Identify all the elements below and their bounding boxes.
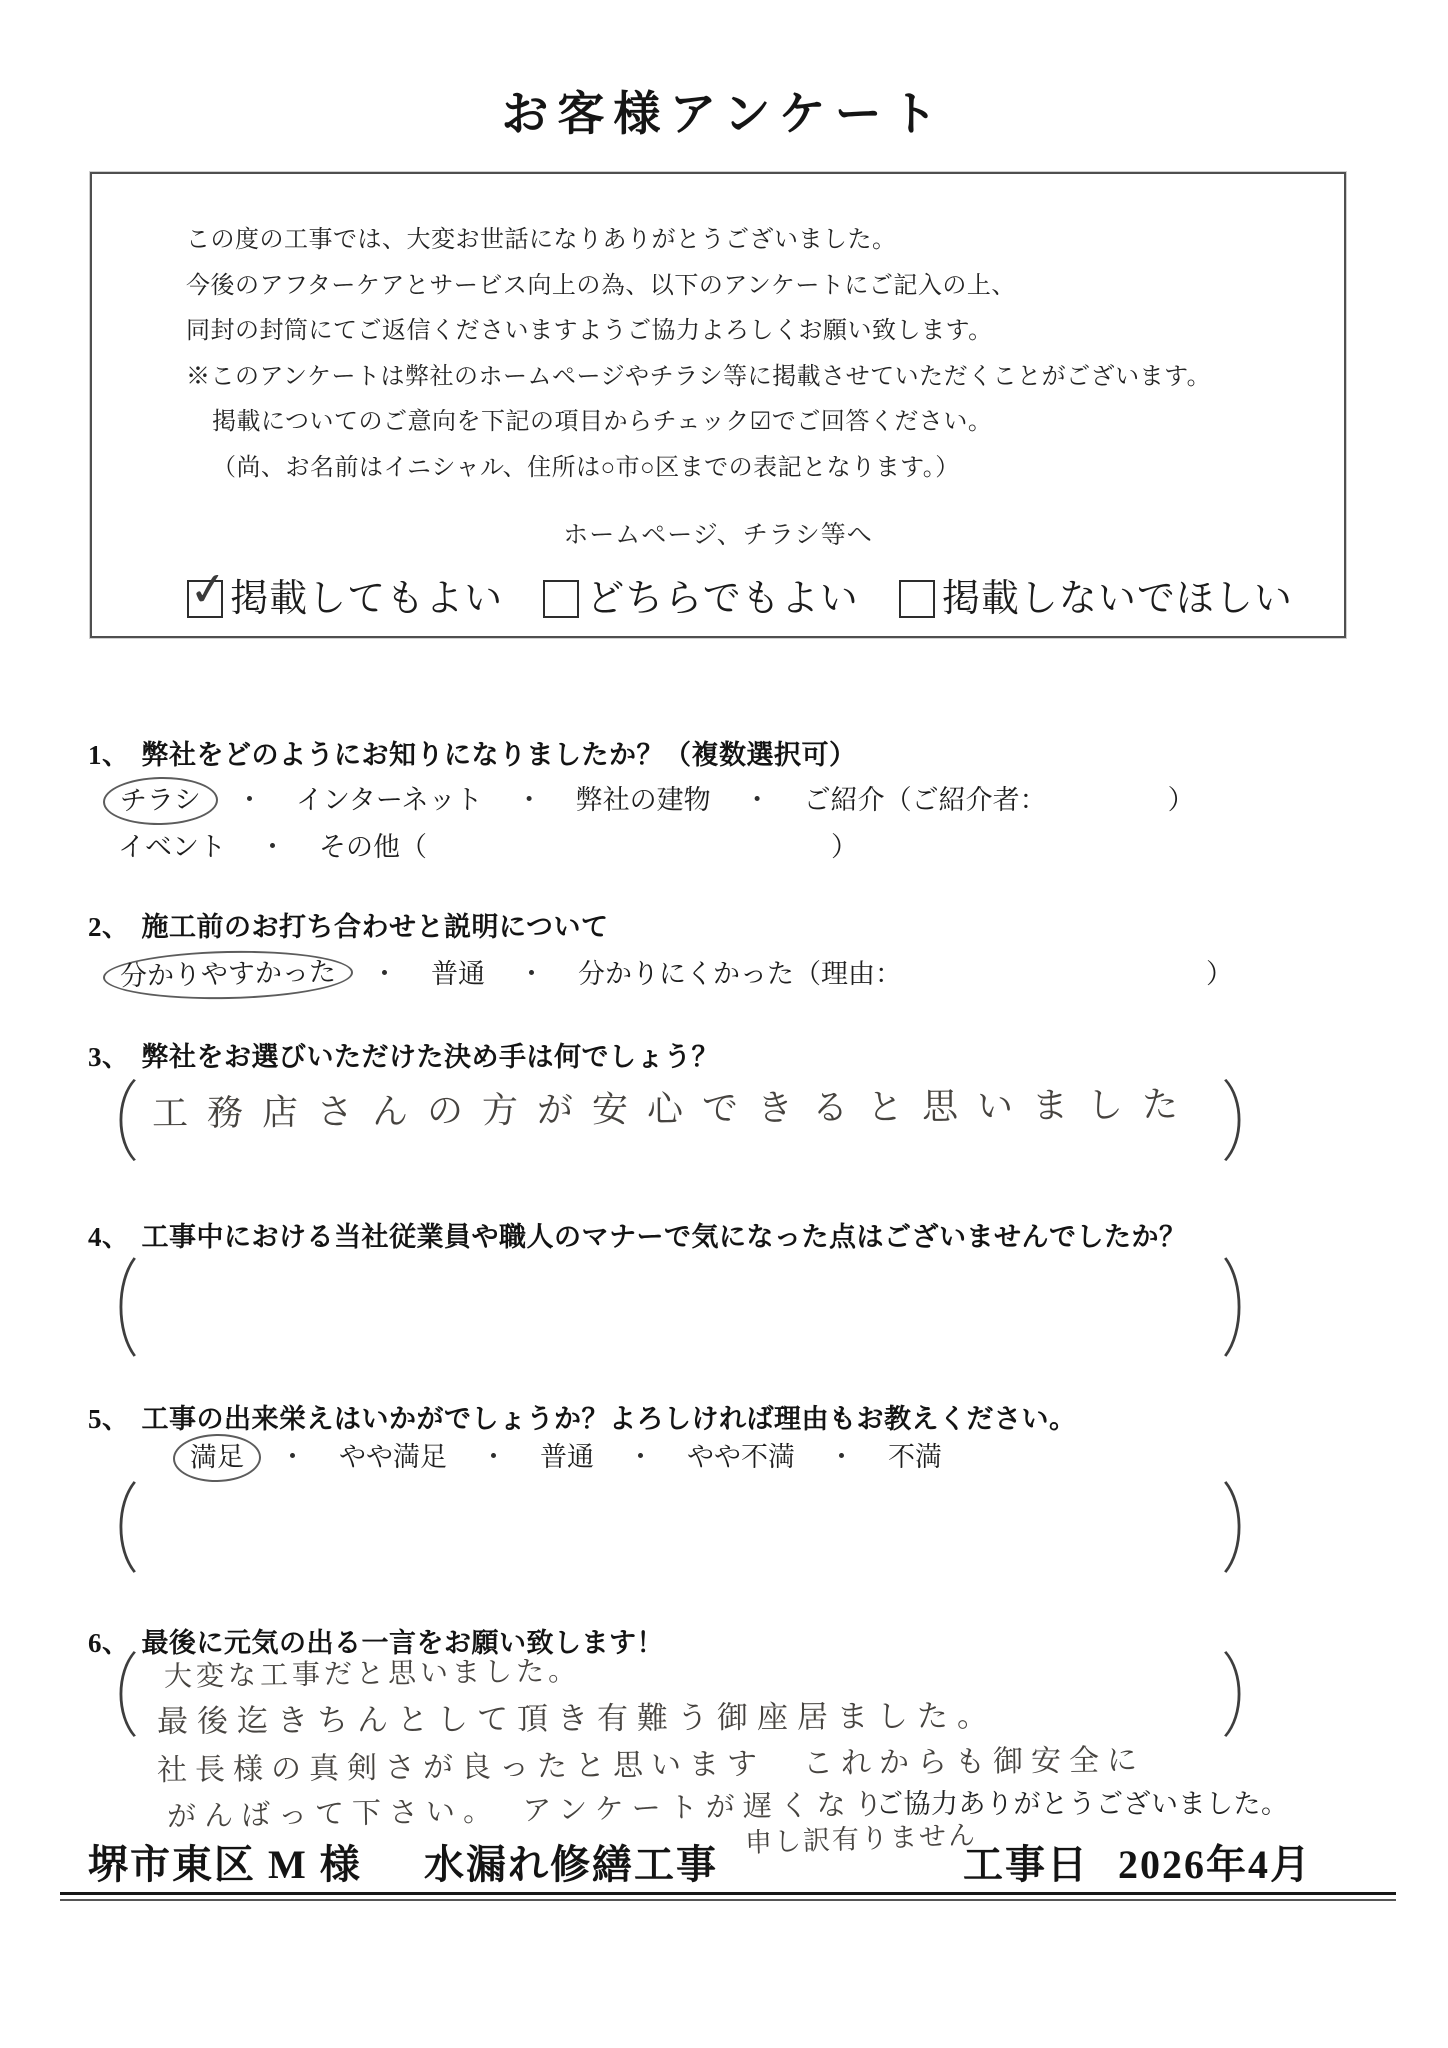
consent-option-label: どちらでもよい <box>586 578 859 620</box>
question-2-header <box>0 910 1448 945</box>
question-text: 弊社をお選びいただけた決め手は何でしょう？ <box>141 1042 719 1072</box>
question-4-header <box>0 1220 1448 1255</box>
q1-option-chirashi[interactable]: チラシ <box>103 776 219 826</box>
question-1-header <box>0 738 1448 773</box>
q5-answer-area <box>112 1480 1248 1574</box>
intro-paragraph <box>186 218 1211 491</box>
question-5-options-row <box>0 1439 1448 1477</box>
footer-rule-thin <box>60 1899 1396 1901</box>
q1-option-internet[interactable]: インターネット <box>296 785 483 815</box>
question-text: 工事の出来栄えはいかがでしょうか？よろしければ理由もお教えください。 <box>141 1404 1077 1434</box>
question-text: 工事中における当社従業員や職人のマナーで気になった点はございませんでしたか？ <box>141 1222 1187 1252</box>
work-description: 水漏れ修繕工事 <box>424 1842 718 1887</box>
option-separator: ・ <box>515 785 543 815</box>
check-icon: ✓ <box>186 560 231 618</box>
q1-option-building[interactable]: 弊社の建物 <box>575 785 711 815</box>
customer-name: 堺市東区 M 様 <box>88 1842 362 1887</box>
footer-rule-thick <box>60 1892 1396 1895</box>
thanks-message: ご協力ありがとうございました。 <box>876 1789 1289 1819</box>
question-1-options-row-1 <box>0 782 1448 820</box>
consent-option-publish-ok[interactable] <box>186 560 504 620</box>
question-3-header <box>0 1040 1448 1075</box>
close-paren: ） <box>831 832 858 862</box>
intro-box <box>90 172 1346 638</box>
q5-option-somewhat-satisfied[interactable]: やや満足 <box>339 1442 447 1472</box>
work-date-value: 2026年4月 <box>1118 1842 1312 1887</box>
bracket-open-icon <box>112 1256 138 1358</box>
close-paren: ） <box>1206 959 1233 989</box>
close-paren: ） <box>1167 785 1195 815</box>
q5-option-dissatisfied[interactable]: 不満 <box>888 1442 942 1472</box>
question-number: 6、 <box>88 1628 130 1658</box>
intro-line-4: ※このアンケートは弊社のホームページやチラシ等に掲載させていただくことがございます。 <box>186 363 1212 390</box>
q5-option-somewhat-dissatisfied[interactable]: やや不満 <box>687 1442 795 1472</box>
checkbox-icon[interactable] <box>186 560 231 618</box>
option-separator: ・ <box>279 1442 306 1472</box>
option-separator: ・ <box>480 1442 507 1472</box>
work-date-label: 工事日 <box>963 1842 1089 1887</box>
option-separator: ・ <box>259 832 286 862</box>
q3-handwritten-answer: 工務店さんの方が安心できると思いました <box>151 1084 1198 1135</box>
consent-options-row <box>92 560 1344 620</box>
question-number: 4、 <box>88 1222 130 1252</box>
intro-line-1: この度の工事では、大変お世話になりありがとうございました。 <box>186 227 897 253</box>
consent-option-label: 掲載しないでほしい <box>941 578 1293 620</box>
question-number: 1、 <box>88 740 130 770</box>
bracket-open-icon <box>112 1480 138 1574</box>
checkbox-icon[interactable] <box>899 580 935 618</box>
q2-option-hard[interactable]: 分かりにくかった（理由： <box>578 959 902 989</box>
intro-line-5: 掲載についてのご意向を下記の項目からチェック☑でご回答ください。 <box>212 409 993 435</box>
question-text: 最後に元気の出る一言をお願い致します！ <box>141 1628 664 1658</box>
bracket-open-icon <box>112 1078 138 1162</box>
q6-handwritten-line-1: 大変な工事だと思いました。 <box>163 1654 581 1693</box>
q6-handwritten-line-2: 最後迄きちんとして頂き有難う御座居ました。 <box>156 1698 998 1740</box>
consent-option-label: 掲載してもよい <box>230 578 504 620</box>
intro-line-2: 今後のアフターケアとサービス向上の為、以下のアンケートにご記入の上、 <box>186 272 1016 299</box>
checkbox-icon[interactable] <box>543 580 579 618</box>
q1-option-other[interactable]: その他（ <box>319 832 427 862</box>
question-text: 弊社をどのようにお知りになりましたか？（複数選択可） <box>141 740 857 770</box>
option-separator: ・ <box>828 1442 855 1472</box>
q2-option-easy[interactable]: 分かりやすかった <box>103 948 354 1001</box>
option-separator: ・ <box>743 785 771 815</box>
q6-handwritten-line-3: 社長様の真剣さが良ったと思います これからも御安全に <box>156 1742 1146 1789</box>
bracket-close-icon <box>1222 1078 1248 1162</box>
consent-option-no-publish[interactable] <box>899 580 1293 618</box>
question-5-header <box>0 1402 1448 1437</box>
q1-option-event[interactable]: イベント <box>118 832 226 862</box>
page-title: お客様アンケート <box>501 89 947 141</box>
option-separator: ・ <box>627 1442 654 1472</box>
bracket-close-icon <box>1222 1256 1248 1358</box>
q1-option-referral[interactable]: ご紹介（ご紹介者： <box>803 785 1047 815</box>
question-1-options-row-2 <box>0 829 1448 867</box>
question-number: 2、 <box>88 912 130 942</box>
option-separator: ・ <box>371 959 398 989</box>
q6-handwritten-line-5: 申し訳有りません <box>744 1819 978 1860</box>
question-number: 3、 <box>88 1042 130 1072</box>
question-text: 施工前のお打ち合わせと説明について <box>141 912 609 942</box>
consent-option-either[interactable] <box>543 580 859 618</box>
q5-option-satisfied[interactable]: 満足 <box>173 1433 262 1483</box>
publication-target-label: ホームページ、チラシ等へ <box>563 522 873 549</box>
intro-line-3: 同封の封筒にてご返信くださいますようご協力よろしくお願い致します。 <box>186 318 993 344</box>
bracket-close-icon <box>1222 1650 1248 1738</box>
bracket-open-icon <box>112 1650 138 1738</box>
q6-handwritten-line-4: がんばって下さい。 アンケートが遅くなり <box>166 1786 891 1834</box>
q2-option-normal[interactable]: 普通 <box>431 959 485 989</box>
question-number: 5、 <box>88 1404 130 1434</box>
q5-option-normal[interactable]: 普通 <box>540 1442 594 1472</box>
option-separator: ・ <box>236 785 263 815</box>
question-2-options-row <box>0 956 1448 994</box>
option-separator: ・ <box>518 959 545 989</box>
intro-line-6: （尚、お名前はイニシャル、住所は○市○区までの表記となります。） <box>212 454 960 481</box>
bracket-close-icon <box>1222 1480 1248 1574</box>
q4-answer-area <box>112 1256 1248 1358</box>
